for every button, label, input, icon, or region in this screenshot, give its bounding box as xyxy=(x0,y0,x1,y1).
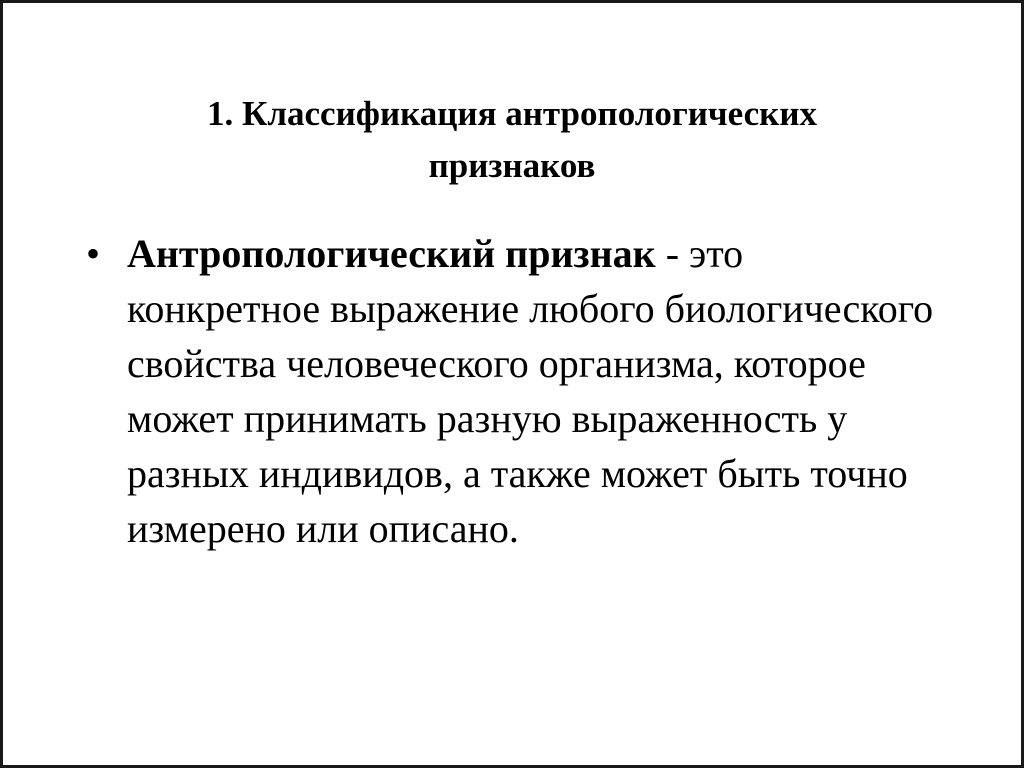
bullet-marker: • xyxy=(86,231,101,276)
bullet-definition: - это конкретное выражение любого биологического свойства человеческого организма, которое может принимать разную выраженность у разных индивидов, а также может быть точно измерено или описано. xyxy=(127,231,934,551)
bullet-term: Антропологический признак xyxy=(127,231,656,276)
slide-border-left xyxy=(0,0,3,768)
bullet-list xyxy=(86,226,946,556)
bullet-item xyxy=(86,226,946,556)
slide-title-line-1: 1. Классификация антропологических xyxy=(206,94,817,133)
slide-title xyxy=(112,88,912,192)
bullet-text xyxy=(127,231,933,551)
slide-border-top xyxy=(0,0,1024,3)
slide-title-line-2: признаков xyxy=(428,146,596,185)
